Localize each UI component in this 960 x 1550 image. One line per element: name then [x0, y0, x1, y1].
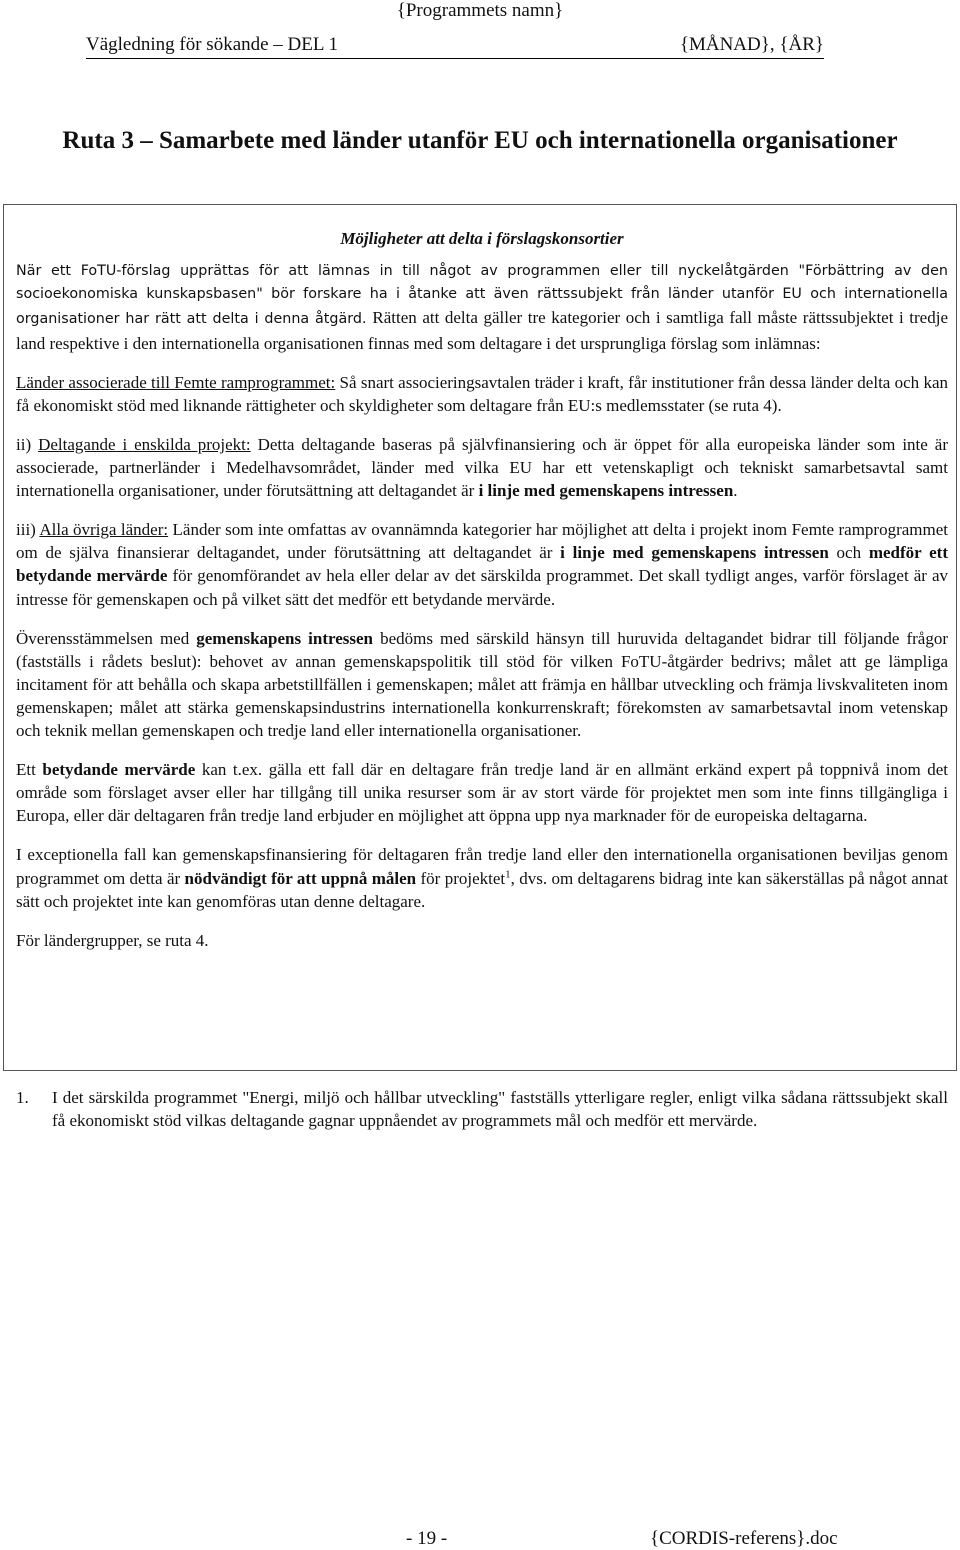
intro-sans-text: När ett FoTU-förslag upprättas för att lämnas in till något av programmen eller till nyckelåtgärden "Förbättring av den socioekonomiska kunskapsbasen" bör forskare ha i åtanke att även rättssubjekt från länder utanför EU och internationella organisationer har rätt att delta i denna åtgärd.	[16, 263, 948, 328]
footnote-number: 1.	[16, 1088, 29, 1107]
country-groups-paragraph: För ländergrupper, se ruta 4.	[16, 930, 209, 950]
category-1-label: Länder associerade till Femte ramprogrammet:	[16, 372, 336, 392]
added-value-paragraph	[16, 758, 948, 827]
category-1-paragraph	[16, 371, 948, 417]
header-guide: Vägledning för sökande – DEL 1	[86, 34, 339, 55]
box-heading: Möjligheter att delta i förslagskonsortier	[340, 229, 624, 248]
footnote-text: I det särskilda programmet "Energi, miljö och hållbar utveckling" fastställs ytterligare regler, enligt vilka sådana rättssubjekt skall få ekonomiskt stöd vilkas deltagande gagnar uppnåendet av programmets mål och medför ett mervärde.	[52, 1088, 948, 1131]
info-box	[3, 204, 957, 1071]
paragraph-6-text: för projektet	[420, 868, 506, 888]
footnote-reference: 1	[505, 867, 511, 880]
exceptional-funding-paragraph	[16, 843, 948, 912]
paragraph-4-text: bedöms med särskild hänsyn till huruvida deltagandet bidrar till följande frågor (fastställs i rådets beslut): behovet av annan gemenskapspolitik till stöd för vilken FoTU-åtgärder bedrivs; målet att ge lämpliga incitament för att behålla och skapa arbetstillfällen i gemenskapen; målet att främja en hållbar utveckling och främja livskvaliteten inom gemenskapen; målet att stärka gemenskapsindustrins internationella konkurrenskraft; förekomsten av samarbetsavtal inom vetenskap och teknik mellan gemenskapen och tredje land eller internationella organisationer.	[16, 628, 949, 741]
community-interest-paragraph	[16, 627, 948, 742]
category-2-paragraph	[16, 433, 948, 502]
category-3-prefix: iii)	[16, 520, 36, 540]
category-3-rest: för genomförandet av hela eller delar av det särskilda programmet. Det skall tydligt anges, varför förslaget är av intresse för gemenskapen och på vilket sätt det medför ett betydande mervärde.	[16, 566, 949, 609]
header-row	[86, 34, 824, 59]
paragraph-5-bold: betydande mervärde	[42, 760, 196, 780]
category-1-text: Så snart associeringsavtalen träder i kraft, får institutioner från dessa länder delta och kan få ekonomiskt stöd med liknande rättigheter och skyldigheter som deltagare från EU:s medlemsstater (se ruta 4).	[16, 372, 949, 415]
category-3-text: Länder som inte omfattas av ovannämnda kategorier har möjlighet att delta i projekt inom Femte ramprogrammet om de själva finansierar deltagandet, under förutsättning att deltagandet är	[16, 520, 949, 563]
intro-serif-text: Rätten att delta gäller tre kategorier och i samtliga fall måste rättssubjektet i tredje land respektive i den internationella organisationen finnas med som deltagare i det ursprungliga förslag som inlämnas:	[16, 308, 948, 353]
category-2-prefix: ii)	[16, 435, 32, 454]
category-3-paragraph	[16, 518, 948, 610]
category-3-bold-2: medför ett betydande mervärde	[16, 543, 948, 586]
header-program-name: {Programmets namn}	[396, 0, 564, 21]
paragraph-6-bold: nödvändigt för att uppnå målen	[184, 868, 417, 888]
header-date: {MÅNAD}, {ÅR}	[679, 34, 824, 55]
info-box-content	[16, 227, 948, 968]
paragraph-6-lead: I exceptionella fall kan gemenskapsfinansiering för deltagaren från tredje land eller den internationella organisationen beviljas genom programmet om detta är	[16, 845, 948, 888]
category-3-and: och	[836, 543, 862, 563]
category-2-text: Detta deltagande baseras på självfinansiering och är öppet för alla europeiska länder som inte är associerade, partnerländer i Medelhavsområdet, länder med vilka EU har ett vetenskapligt och tekniskt samarbetsavtal samt internationella organisationer, under förutsättning att deltagandet är	[16, 435, 948, 501]
category-2-label: Deltagande i enskilda projekt:	[38, 435, 251, 454]
paragraph-4-lead: Överensstämmelsen med	[16, 628, 190, 648]
intro-paragraph	[16, 260, 948, 357]
paragraph-4-bold: gemenskapens intressen	[196, 628, 374, 648]
document-reference: {CORDIS-referens}.doc	[650, 1528, 838, 1549]
footnote	[16, 1086, 948, 1132]
paragraph-6-end: , dvs. om deltagarens bidrag inte kan säkerställas på något annat sätt och projektet inte kan genomföras utan denne deltagare.	[16, 868, 949, 911]
category-2-bold: i linje med gemenskapens intressen	[478, 481, 734, 501]
page-title: Ruta 3 – Samarbete med länder utanför EU och internationella organisationer	[62, 127, 898, 154]
paragraph-5-text: kan t.ex. gälla ett fall där en deltagare från tredje land är en allmänt erkänd expert på toppnivå inom det område som förslaget avser eller har tillgång till unika resurser som är av stort värde för projektet men som inte finns tillgängliga i Europa, eller där deltagaren från tredje land erbjuder en möjlighet att öppna upp nya marknader för de europeiska deltagarna.	[16, 760, 948, 826]
page-number: - 19 -	[406, 1528, 448, 1549]
category-3-bold-1: i linje med gemenskapens intressen	[560, 543, 829, 563]
category-3-label: Alla övriga länder:	[39, 520, 169, 540]
category-2-end: .	[733, 481, 738, 501]
paragraph-5-lead: Ett	[16, 760, 36, 780]
